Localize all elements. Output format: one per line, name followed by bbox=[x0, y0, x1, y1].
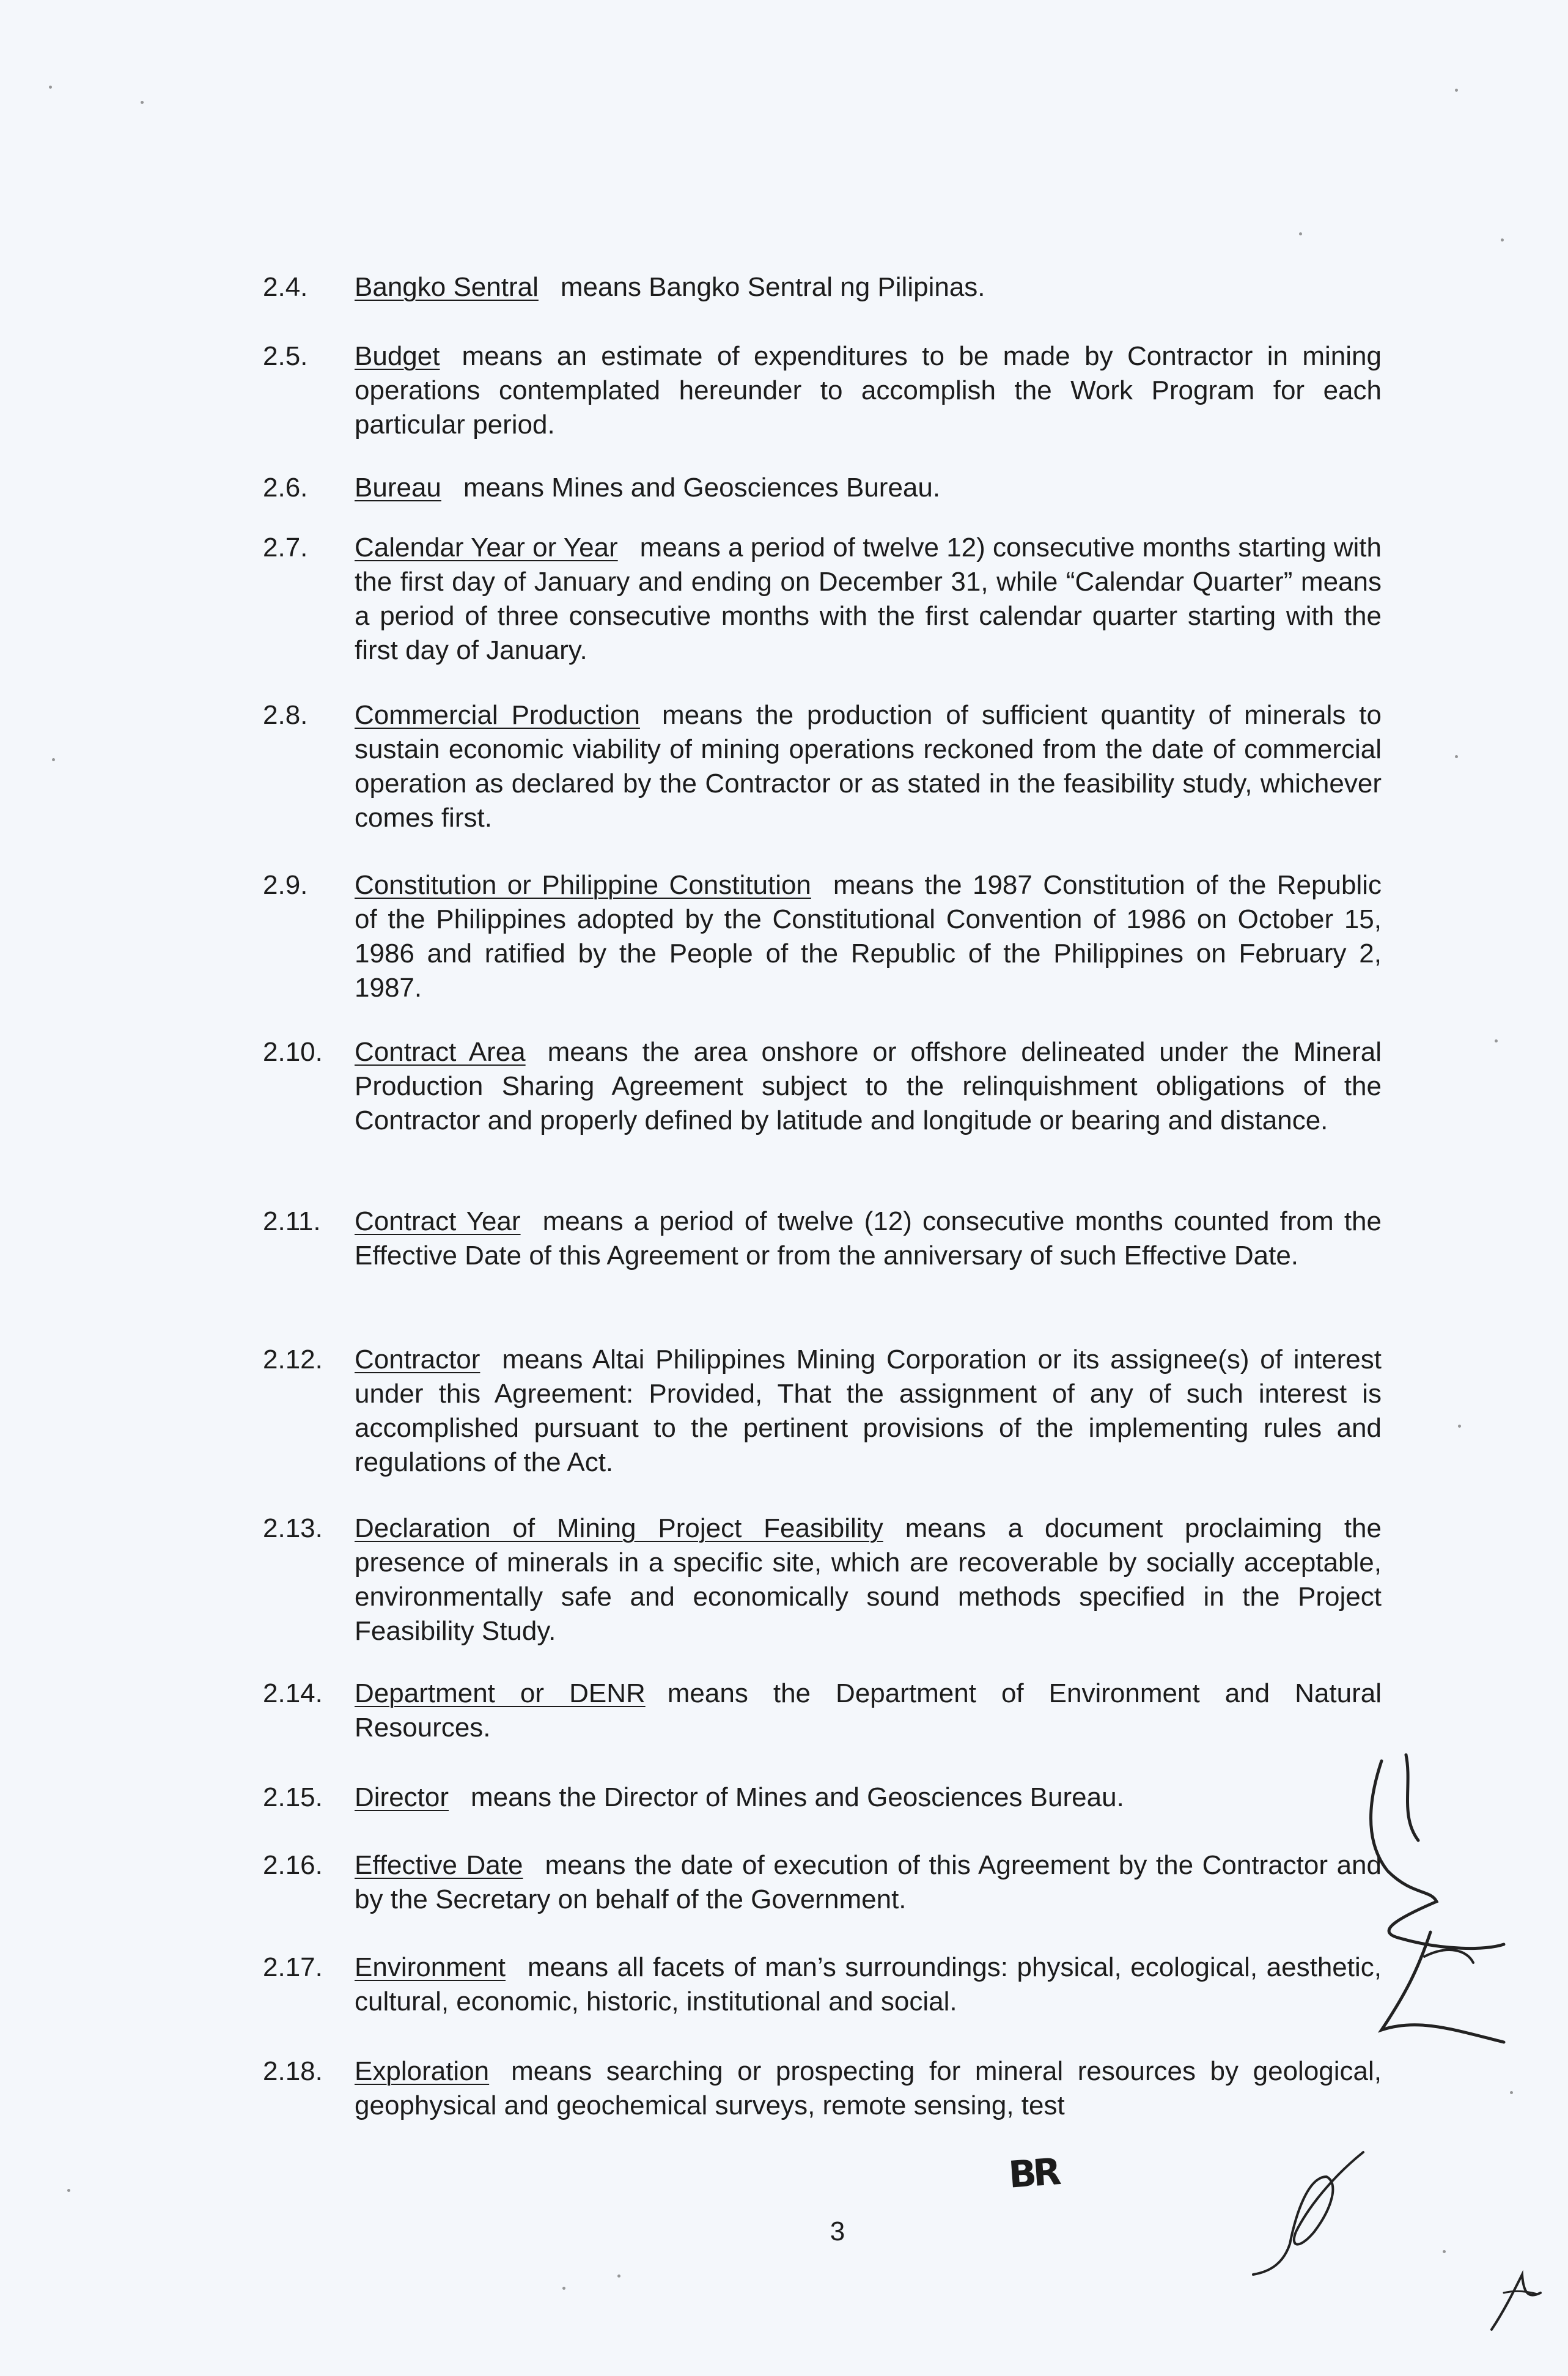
definition-text: means a document proclaiming the presence of minerals in a specific site, which are recoverable by socially acceptable, environmentally safe and economically sound methods specified in the Project Feasibility Study. bbox=[355, 1513, 1382, 1646]
clause-2-7 bbox=[263, 531, 1382, 668]
clause-2-16 bbox=[263, 1848, 1382, 1917]
definition-text: means searching or prospecting for mineral resources by geological, geophysical and geochemical surveys, remote sensing, test bbox=[355, 2056, 1382, 2120]
definition-text: means the production of sufficient quantity of minerals to sustain economic viability of mining operations reckoned from the date of commercial operation as declared by the Contractor or as stated in the feasibility study, whichever comes first. bbox=[355, 700, 1382, 833]
scan-speck bbox=[52, 758, 55, 761]
defined-term: Commercial Production bbox=[355, 700, 640, 730]
clause-number: 2.18. bbox=[263, 2056, 323, 2086]
definition-text: means all facets of man’s surroundings: physical, ecological, aesthetic, cultural, economic, historic, institutional and social. bbox=[355, 1952, 1382, 2016]
clause-2-11 bbox=[263, 1205, 1382, 1273]
clause-number: 2.15. bbox=[263, 1782, 323, 1812]
clause-2-14 bbox=[263, 1677, 1382, 1745]
definition-text: means the Director of Mines and Geosciences Bureau. bbox=[471, 1782, 1124, 1812]
definition-text: means a period of twelve 12) consecutive months starting with the first day of January and ending on December 31, while “Calendar Quarter” means a period of three consecutive months with the first calendar quarter starting with the first day of January. bbox=[355, 533, 1382, 665]
clause-2-10 bbox=[263, 1035, 1382, 1138]
clause-2-13 bbox=[263, 1511, 1382, 1648]
scan-speck bbox=[1501, 238, 1504, 242]
signature-small-mark bbox=[1479, 2256, 1553, 2342]
clause-2-8 bbox=[263, 698, 1382, 835]
defined-term: Constitution or Philippine Constitution bbox=[355, 870, 811, 900]
defined-term: Environment bbox=[355, 1952, 506, 1982]
signature-scribble-bottom bbox=[1241, 2140, 1382, 2281]
scan-speck bbox=[1443, 2250, 1446, 2253]
clause-number: 2.7. bbox=[263, 533, 308, 563]
scan-speck bbox=[141, 101, 144, 104]
definition-text: means the area onshore or offshore delineated under the Mineral Production Sharing Agreement subject to the relinquishment obligations of the Contractor and properly defined by latitude and longitude or bearing and distance. bbox=[355, 1037, 1382, 1135]
scan-speck bbox=[49, 86, 52, 89]
clause-number: 2.10. bbox=[263, 1037, 323, 1067]
definition-text: means an estimate of expenditures to be made by Contractor in mining operations contemplated hereunder to accomplish the Work Program for each particular period. bbox=[355, 341, 1382, 440]
clause-number: 2.4. bbox=[263, 272, 308, 302]
scan-speck bbox=[1455, 755, 1458, 758]
scan-speck bbox=[1458, 1425, 1461, 1428]
defined-term: Department or DENR bbox=[355, 1678, 646, 1708]
clause-2-15 bbox=[263, 1780, 1382, 1815]
clause-2-6 bbox=[263, 471, 1382, 505]
clause-number: 2.6. bbox=[263, 473, 308, 503]
clause-number: 2.9. bbox=[263, 870, 308, 900]
defined-term: Contract Area bbox=[355, 1037, 526, 1067]
clause-2-18 bbox=[263, 2054, 1382, 2123]
defined-term: Contractor bbox=[355, 1345, 480, 1374]
clause-2-5 bbox=[263, 339, 1382, 442]
scan-speck bbox=[67, 2189, 70, 2192]
clause-number: 2.16. bbox=[263, 1850, 323, 1880]
clause-2-4 bbox=[263, 270, 1382, 304]
scan-speck bbox=[1299, 232, 1302, 235]
definition-text: means a period of twelve (12) consecutive months counted from the Effective Date of this Agreement or from the anniversary of such Effective Date. bbox=[355, 1206, 1382, 1271]
clause-number: 2.14. bbox=[263, 1678, 323, 1708]
defined-term: Exploration bbox=[355, 2056, 490, 2086]
clause-number: 2.17. bbox=[263, 1952, 323, 1982]
clause-2-12 bbox=[263, 1343, 1382, 1480]
defined-term: Calendar Year or Year bbox=[355, 533, 618, 563]
scan-speck bbox=[562, 2287, 565, 2290]
defined-term: Contract Year bbox=[355, 1206, 521, 1236]
definition-text: means Altai Philippines Mining Corporation or its assignee(s) of interest under this Agreement: Provided, That the assignment of any of such interest is accomplished pursuant to the pertinent provisions of the implementing rules and regulations of the Act. bbox=[355, 1345, 1382, 1477]
scan-speck bbox=[1455, 89, 1458, 92]
page-number: 3 bbox=[830, 2216, 845, 2246]
scan-speck bbox=[1495, 1039, 1498, 1042]
signature-initials-right bbox=[1345, 1749, 1528, 2067]
definition-text: means Mines and Geosciences Bureau. bbox=[463, 473, 941, 503]
defined-term: Declaration of Mining Project Feasibility bbox=[355, 1513, 883, 1543]
definition-text: means Bangko Sentral ng Pilipinas. bbox=[560, 272, 985, 302]
clause-number: 2.11. bbox=[263, 1206, 321, 1236]
handwritten-initials: BR bbox=[1007, 2150, 1059, 2197]
defined-term: Director bbox=[355, 1782, 449, 1812]
defined-term: Budget bbox=[355, 341, 440, 371]
defined-term: Effective Date bbox=[355, 1850, 523, 1880]
clause-number: 2.12. bbox=[263, 1345, 323, 1374]
clause-2-17 bbox=[263, 1950, 1382, 2019]
clause-2-9 bbox=[263, 868, 1382, 1005]
clause-number: 2.13. bbox=[263, 1513, 323, 1543]
scan-speck bbox=[617, 2275, 620, 2278]
clause-number: 2.5. bbox=[263, 341, 308, 371]
defined-term: Bangko Sentral bbox=[355, 272, 539, 302]
definition-text: means the date of execution of this Agreement by the Contractor and by the Secretary on behalf of the Government. bbox=[355, 1850, 1382, 1914]
definition-text: means the Department of Environment and Natural Resources. bbox=[355, 1678, 1382, 1743]
defined-term: Bureau bbox=[355, 473, 441, 503]
clause-number: 2.8. bbox=[263, 700, 308, 730]
definition-text: means the 1987 Constitution of the Republic of the Philippines adopted by the Constitutional Convention of 1986 on October 15, 1986 and ratified by the People of the Republic of the Philippines on February 2, 1987. bbox=[355, 870, 1382, 1003]
scan-speck bbox=[1510, 2091, 1513, 2094]
